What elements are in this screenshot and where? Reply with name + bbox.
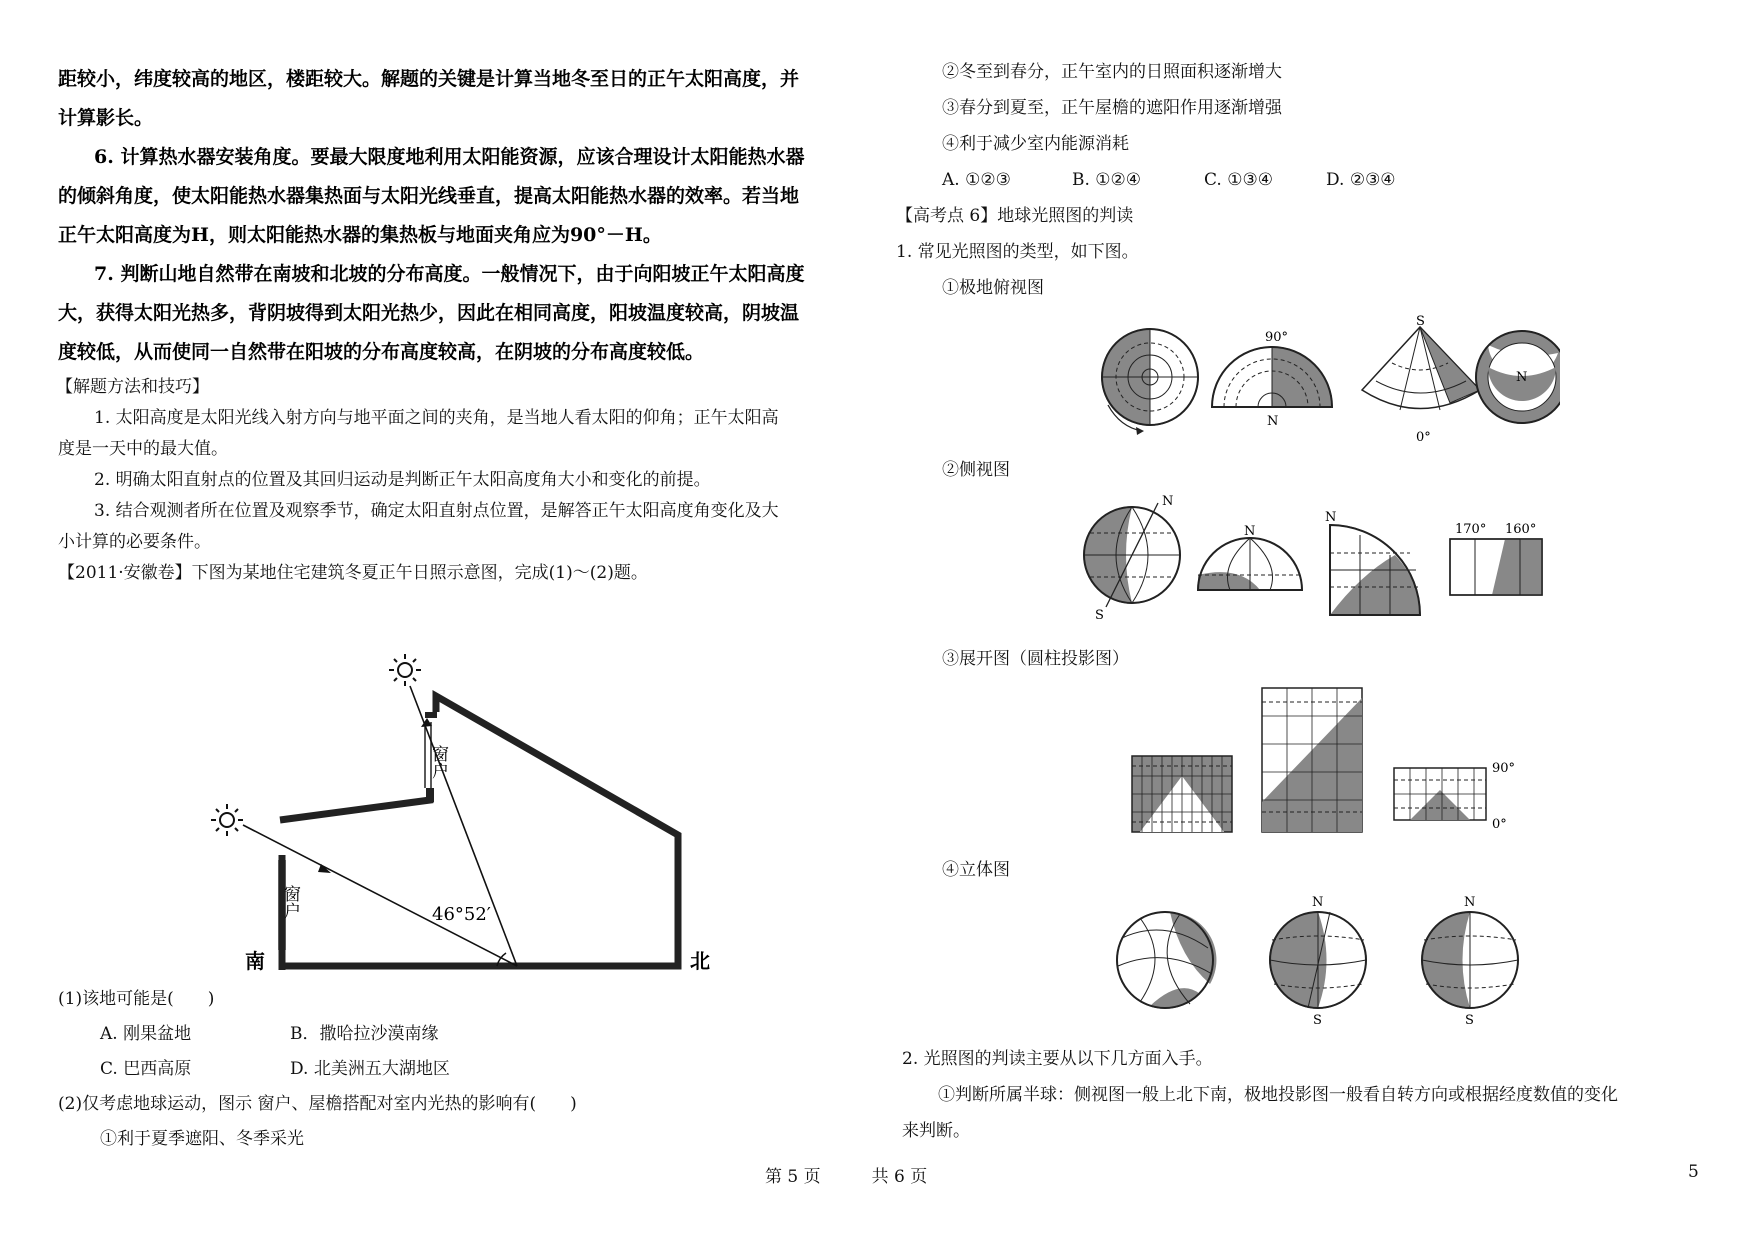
questions-block: [58, 982, 858, 1157]
side-quarter: [1325, 510, 1420, 615]
n-label: N: [1516, 370, 1528, 385]
side-strip: [1450, 522, 1542, 595]
angle-label: 46°52′: [432, 904, 491, 925]
solid-globe-figures: [1110, 888, 1530, 1026]
bold-line: 7. 判断山地自然带在南坡和北坡的分布高度。一般情况下，由于向阳坡正午太阳高度: [94, 263, 805, 285]
method-line: 2. 明确太阳直射点的位置及其回归运动是判断正午太阳高度角大小和变化的前提。: [94, 470, 711, 490]
option-a: A. ①②③: [942, 170, 1011, 190]
method-line: 3. 结合观测者所在位置及观察季节，确定太阳直射点位置，是解答正午太阳高度角变化及大: [94, 501, 779, 521]
judge-line: ①判断所属半球：侧视图一般上北下南，极地投影图一般看自转方向或根据经度数值的变化: [938, 1085, 1618, 1105]
option-c: C. 巴西高原: [100, 1059, 192, 1079]
polar-sector: [1362, 315, 1480, 445]
sun-icon: [211, 804, 243, 836]
deg0-label: 0°: [1492, 817, 1507, 832]
type-label: ①极地俯视图: [942, 278, 1044, 298]
option-b: B．撒哈拉沙漠南缘: [290, 1024, 439, 1044]
flat-map-2: [1262, 688, 1362, 832]
flat-map-1: [1132, 756, 1232, 832]
method-line: 小计算的必要条件。: [58, 532, 211, 552]
deg90-label: 90°: [1492, 761, 1516, 776]
solid-globe-3: [1422, 895, 1518, 1026]
flat-map-3: [1394, 761, 1515, 832]
deg160-label: 160°: [1505, 522, 1537, 537]
polar-half-disc: [1212, 330, 1332, 429]
type-label: ④立体图: [942, 860, 1010, 880]
n-label: N: [1312, 895, 1324, 910]
left-column: [58, 60, 858, 589]
n-label: N: [1162, 495, 1174, 509]
solid-globe-2: [1270, 895, 1366, 1026]
n-label: N: [1244, 524, 1256, 539]
bold-line: 距较小，纬度较高的地区，楼距较大。解题的关键是计算当地冬至日的正午太阳高度，并: [58, 68, 800, 90]
types-intro: 1. 常见光照图的类型，如下图。: [896, 242, 1139, 262]
option-c: C. ①③④: [1204, 170, 1273, 190]
question-2: (2)仅考虑地球运动，图示 窗户、屋檐搭配对室内光热的影响有( ): [58, 1094, 577, 1114]
polar-view-figures: [1100, 315, 1560, 445]
solid-globe-1: [1117, 912, 1216, 1009]
bold-line: 度较低，从而使同一自然带在阳坡的分布高度较高，在阴坡的分布高度较低。: [58, 341, 705, 363]
bold-line: 计算影长。: [58, 107, 154, 129]
building-outline: [280, 696, 678, 970]
right-item: ③春分到夏至，正午屋檐的遮阳作用逐渐增强: [942, 98, 1282, 118]
n-label: N: [1267, 414, 1279, 429]
polar-disc-1: [1102, 329, 1198, 435]
exam-intro: 【2011·安徽卷】下图为某地住宅建筑冬夏正午日照示意图，完成(1)～(2)题。: [58, 563, 648, 583]
side-view-figures: [1080, 495, 1560, 625]
option-d: D. 北美洲五大湖地区: [290, 1059, 450, 1079]
type-label: ③展开图（圆柱投影图）: [942, 649, 1129, 669]
bold-line: 的倾斜角度，使太阳能热水器集热面与太阳光线垂直，提高太阳能热水器的效率。若当地: [58, 185, 800, 207]
side-half-globe: [1198, 524, 1302, 590]
method-heading: 【解题方法和技巧】: [56, 377, 209, 397]
type-label: ②侧视图: [942, 460, 1010, 480]
right-item: ④利于减少室内能源消耗: [942, 134, 1129, 154]
option-a: A. 刚果盆地: [100, 1024, 192, 1044]
bold-line: 大，获得太阳光热多，背阴坡得到太阳光热少，因此在相同高度，阳坡温度较高，阴坡温: [58, 302, 800, 324]
s-label: S: [1465, 1013, 1474, 1026]
sun-icon: [389, 654, 421, 686]
page-number: 5: [1688, 1162, 1699, 1182]
n-label: N: [1325, 510, 1337, 525]
right-item: ②冬至到春分，正午室内的日照面积逐渐增大: [942, 62, 1282, 82]
north-label: 北: [690, 949, 710, 973]
deg90-label: 90°: [1265, 330, 1289, 345]
method-line: 1. 太阳高度是太阳光线入射方向与地平面之间的夹角，是当地人看太阳的仰角；正午太阳高: [94, 408, 779, 428]
flat-projection-figures: [1130, 686, 1530, 834]
option-b: B. ①②④: [1072, 170, 1142, 190]
bold-line: 6. 计算热水器安装角度。要最大限度地利用太阳能资源，应该合理设计太阳能热水器: [94, 146, 805, 168]
s-label: S: [1416, 315, 1425, 329]
option-d: D. ②③④: [1326, 170, 1396, 190]
building-walls-inner: [279, 722, 431, 950]
south-label: 南: [245, 949, 265, 973]
bold-line: 正午太阳高度为H，则太阳能热水器的集热板与地面夹角应为90°－H。: [58, 224, 662, 246]
window-label: 窗户: [428, 745, 448, 779]
page-footer: 第 5 页 共 6 页: [765, 1167, 928, 1187]
s-label: S: [1095, 608, 1104, 623]
s-label: S: [1313, 1013, 1322, 1026]
judge-line: 来判断。: [902, 1121, 970, 1141]
method-line: 度是一天中的最大值。: [58, 439, 228, 459]
polar-disc-2: [1476, 331, 1560, 423]
house-sunlight-figure: [200, 650, 720, 980]
judge-intro: 2. 光照图的判读主要从以下几方面入手。: [902, 1049, 1213, 1069]
deg0-label: 0°: [1416, 430, 1431, 445]
window-label: 窗户: [280, 885, 300, 919]
question-2-item: ①利于夏季遮阳、冬季采光: [100, 1129, 304, 1149]
question-1: (1)该地可能是( ): [58, 989, 215, 1009]
right-column: [896, 54, 1715, 306]
judge-block: [902, 1041, 1717, 1149]
side-globe: [1084, 495, 1180, 623]
n-label: N: [1464, 895, 1476, 910]
point-heading: 【高考点 6】地球光照图的判读: [896, 206, 1134, 226]
deg170-label: 170°: [1455, 522, 1487, 537]
